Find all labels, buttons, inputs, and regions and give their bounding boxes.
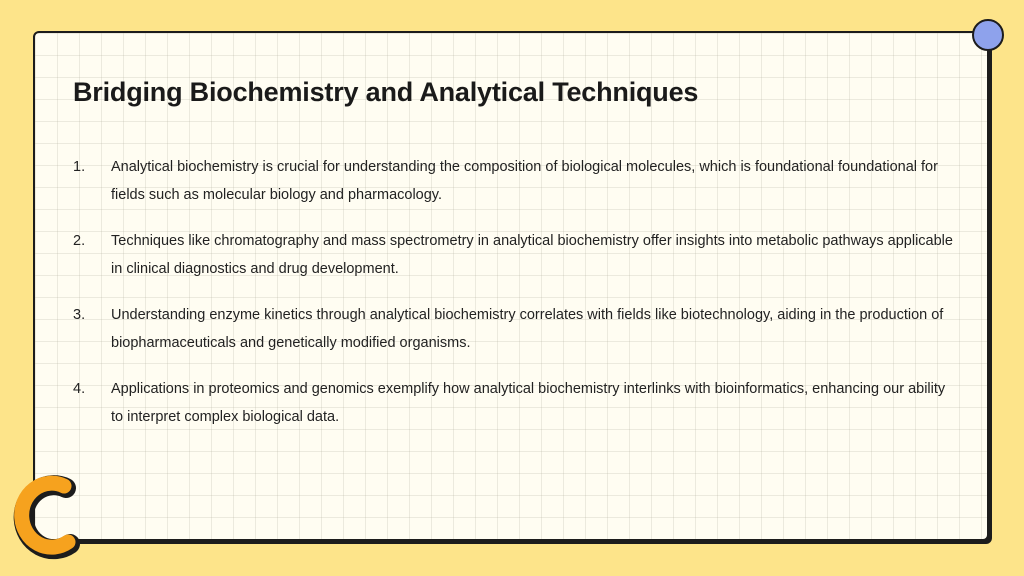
list-item xyxy=(73,375,953,431)
arc-icon xyxy=(4,470,88,560)
circle-icon xyxy=(972,19,1004,51)
item-text: Understanding enzyme kinetics through analytical biochemistry correlates with fields like biotechnology, aiding in the production of biopharmaceuticals and genetically modified organisms. xyxy=(111,307,944,351)
item-number: 4. xyxy=(73,381,86,397)
slide-card xyxy=(33,31,989,541)
item-text: Applications in proteomics and genomics exemplify how analytical biochemistry interlinks with bioinformatics, enhancing our ability to interpret complex biological data. xyxy=(111,381,946,425)
list-item xyxy=(73,301,953,357)
item-text: Techniques like chromatography and mass spectrometry in analytical biochemistry offer insights into metabolic pathways applicable in clinical diagnostics and drug development. xyxy=(111,233,953,277)
item-text: Analytical biochemistry is crucial for understanding the composition of biological molecules, which is foundational foundational for fields such as molecular biology and pharmacology. xyxy=(111,159,938,203)
item-number: 2. xyxy=(73,233,86,249)
item-number: 3. xyxy=(73,307,86,323)
item-number: 1. xyxy=(73,159,86,175)
list-item xyxy=(73,153,953,209)
bullet-list xyxy=(73,153,953,449)
list-item xyxy=(73,227,953,283)
slide-title: Bridging Biochemistry and Analytical Techniques xyxy=(73,77,699,107)
